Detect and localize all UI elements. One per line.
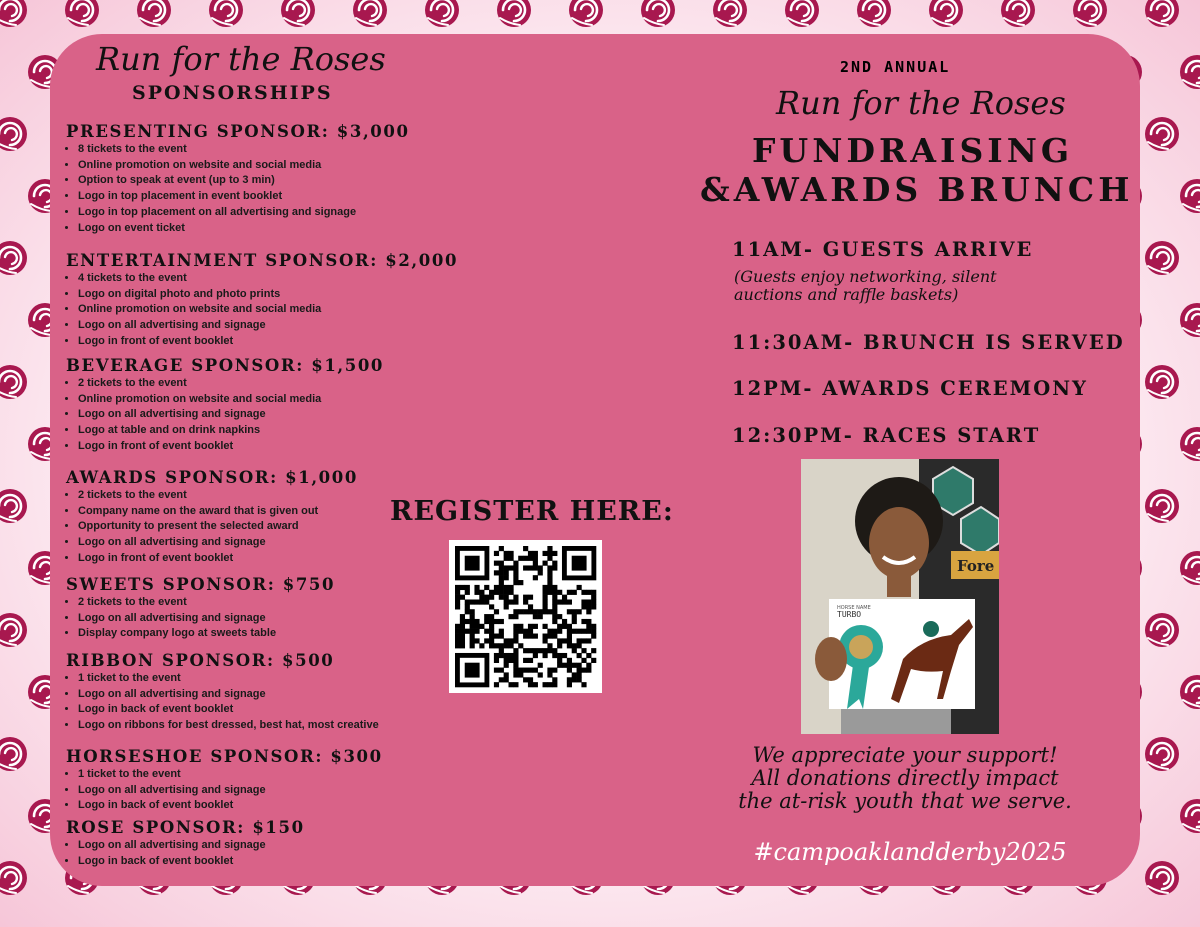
tier-rose — [58, 818, 448, 869]
rose-icon — [0, 613, 27, 647]
tier-benefit: • 2 tickets to the event — [78, 376, 448, 392]
rose-icon — [1073, 0, 1107, 27]
schedule-note: (Guests enjoy networking, silent auctions and raffle baskets) — [734, 267, 997, 304]
tier-benefit: • Online promotion on website and social media — [78, 392, 448, 408]
tier-benefit: • Logo on all advertising and signage — [78, 535, 448, 551]
rose-icon — [785, 0, 819, 27]
tier-benefit: • Logo in back of event booklet — [78, 854, 448, 870]
tier-benefit: • Display company logo at sweets table — [78, 626, 448, 642]
tier-benefit: • 1 ticket to the event — [78, 671, 448, 687]
rose-icon — [497, 0, 531, 27]
tier-sweets — [58, 575, 448, 642]
tier-benefit: • 2 tickets to the event — [78, 488, 448, 504]
rose-icon — [1180, 55, 1200, 89]
schedule-awards: 12PM- AWARDS CEREMONY — [732, 377, 1088, 400]
participant-photo — [801, 459, 999, 734]
tier-benefit: • Logo in top placement in event booklet — [78, 189, 448, 205]
tier-benefit: • Logo in front of event booklet — [78, 439, 448, 455]
rose-icon — [65, 0, 99, 27]
rose-icon — [1145, 861, 1179, 895]
rose-icon — [1180, 799, 1200, 833]
tier-benefit: • Logo on all advertising and signage — [78, 838, 448, 854]
tier-heading: AWARDS SPONSOR: $1,000 — [66, 468, 358, 487]
rose-icon — [1145, 365, 1179, 399]
tier-benefit: • Logo on all advertising and signage — [78, 318, 448, 334]
schedule-races: 12:30PM- RACES START — [732, 424, 1041, 447]
rose-icon — [0, 365, 27, 399]
schedule-brunch: 11:30AM- BRUNCH IS SERVED — [732, 331, 1125, 354]
rose-icon — [281, 0, 315, 27]
rose-icon — [0, 0, 27, 27]
tier-heading: PRESENTING SPONSOR: $3,000 — [66, 122, 410, 141]
rose-icon — [569, 0, 603, 27]
tier-heading: BEVERAGE SPONSOR: $1,500 — [66, 356, 384, 375]
tier-heading: HORSESHOE SPONSOR: $300 — [66, 747, 383, 766]
tier-heading: ENTERTAINMENT SPONSOR: $2,000 — [66, 251, 459, 270]
photo-sign-text: Fore — [957, 557, 995, 575]
tier-benefit: • Logo on all advertising and signage — [78, 783, 448, 799]
tier-heading: SWEETS SPONSOR: $750 — [66, 575, 336, 594]
tier-ribbon — [58, 651, 448, 734]
tier-benefit: • Option to speak at event (up to 3 min) — [78, 173, 448, 189]
rose-icon — [1180, 551, 1200, 585]
sponsorships-title: Run for the Roses — [96, 40, 386, 78]
tier-entertainment — [58, 251, 459, 350]
drawing-label-small: HORSE NAME — [837, 605, 871, 611]
event-heading-line2: &AWARDS BRUNCH — [700, 170, 1134, 209]
event-title: Run for the Roses — [776, 84, 1066, 122]
rose-icon — [1180, 427, 1200, 461]
rose-icon — [1145, 241, 1179, 275]
rose-icon — [1145, 117, 1179, 151]
tier-benefit: • Logo on ribbons for best dressed, best hat, most creative — [78, 718, 448, 734]
rose-icon — [0, 489, 27, 523]
appreciation-line: the at-risk youth that we serve. — [738, 789, 1072, 813]
tier-benefit: • Company name on the award that is given out — [78, 504, 448, 520]
rose-icon — [1180, 675, 1200, 709]
tier-benefit: • Logo in front of event booklet — [78, 334, 448, 350]
tier-horseshoe — [58, 747, 448, 814]
event-heading-line1: FUNDRAISING — [752, 131, 1074, 170]
tier-benefit: • Logo in top placement on all advertising and signage — [78, 205, 448, 221]
rose-icon — [425, 0, 459, 27]
tier-benefit: • 4 tickets to the event — [78, 271, 448, 287]
tier-heading: ROSE SPONSOR: $150 — [66, 818, 305, 837]
tier-benefit: • Logo in front of event booklet — [78, 551, 448, 567]
rose-icon — [353, 0, 387, 27]
registration-qr-code[interactable] — [449, 540, 602, 693]
rose-icon — [1180, 303, 1200, 337]
tier-heading: RIBBON SPONSOR: $500 — [66, 651, 335, 670]
appreciation-line: All donations directly impact — [751, 766, 1059, 790]
appreciation-message — [700, 744, 1110, 813]
tier-benefit: • 2 tickets to the event — [78, 595, 448, 611]
tier-benefit: • Logo on all advertising and signage — [78, 407, 448, 423]
tier-benefit: • Logo on digital photo and photo prints — [78, 287, 448, 303]
tier-benefit: • Logo on event ticket — [78, 221, 448, 237]
rose-icon — [641, 0, 675, 27]
rose-icon — [1180, 179, 1200, 213]
tier-benefit: • Online promotion on website and social media — [78, 302, 448, 318]
qr-code-graphic — [449, 540, 602, 693]
schedule-guests-arrive: 11AM- GUESTS ARRIVE — [732, 238, 1034, 261]
rose-icon — [857, 0, 891, 27]
tier-benefit: • Logo in back of event booklet — [78, 702, 448, 718]
rose-icon — [1145, 489, 1179, 523]
rose-icon — [0, 737, 27, 771]
event-hashtag: #campoaklandderby2025 — [753, 838, 1067, 866]
rose-icon — [713, 0, 747, 27]
rose-icon — [1145, 737, 1179, 771]
rose-icon — [209, 0, 243, 27]
annual-label: 2ND ANNUAL — [840, 58, 951, 76]
rose-icon — [0, 861, 27, 895]
tier-benefit: • Logo in back of event booklet — [78, 798, 448, 814]
register-heading: REGISTER HERE: — [390, 496, 674, 527]
tier-presenting — [58, 122, 448, 236]
rose-icon — [137, 0, 171, 27]
drawing-label: TURBO — [837, 610, 862, 619]
rose-icon — [929, 0, 963, 27]
tier-benefit: • Logo on all advertising and signage — [78, 611, 448, 627]
tier-benefit: • 8 tickets to the event — [78, 142, 448, 158]
tier-benefit: • 1 ticket to the event — [78, 767, 448, 783]
rose-icon — [1001, 0, 1035, 27]
tier-benefit: • Opportunity to present the selected award — [78, 519, 448, 535]
rose-icon — [1145, 613, 1179, 647]
tier-benefit: • Logo at table and on drink napkins — [78, 423, 448, 439]
tier-beverage — [58, 356, 448, 455]
sponsorships-subtitle: SPONSORSHIPS — [132, 82, 333, 104]
tier-benefit: • Online promotion on website and social media — [78, 158, 448, 174]
rose-icon — [1145, 0, 1179, 27]
tier-benefit: • Logo on all advertising and signage — [78, 687, 448, 703]
rose-icon — [0, 117, 27, 151]
rose-icon — [0, 241, 27, 275]
appreciation-line: We appreciate your support! — [752, 743, 1058, 767]
